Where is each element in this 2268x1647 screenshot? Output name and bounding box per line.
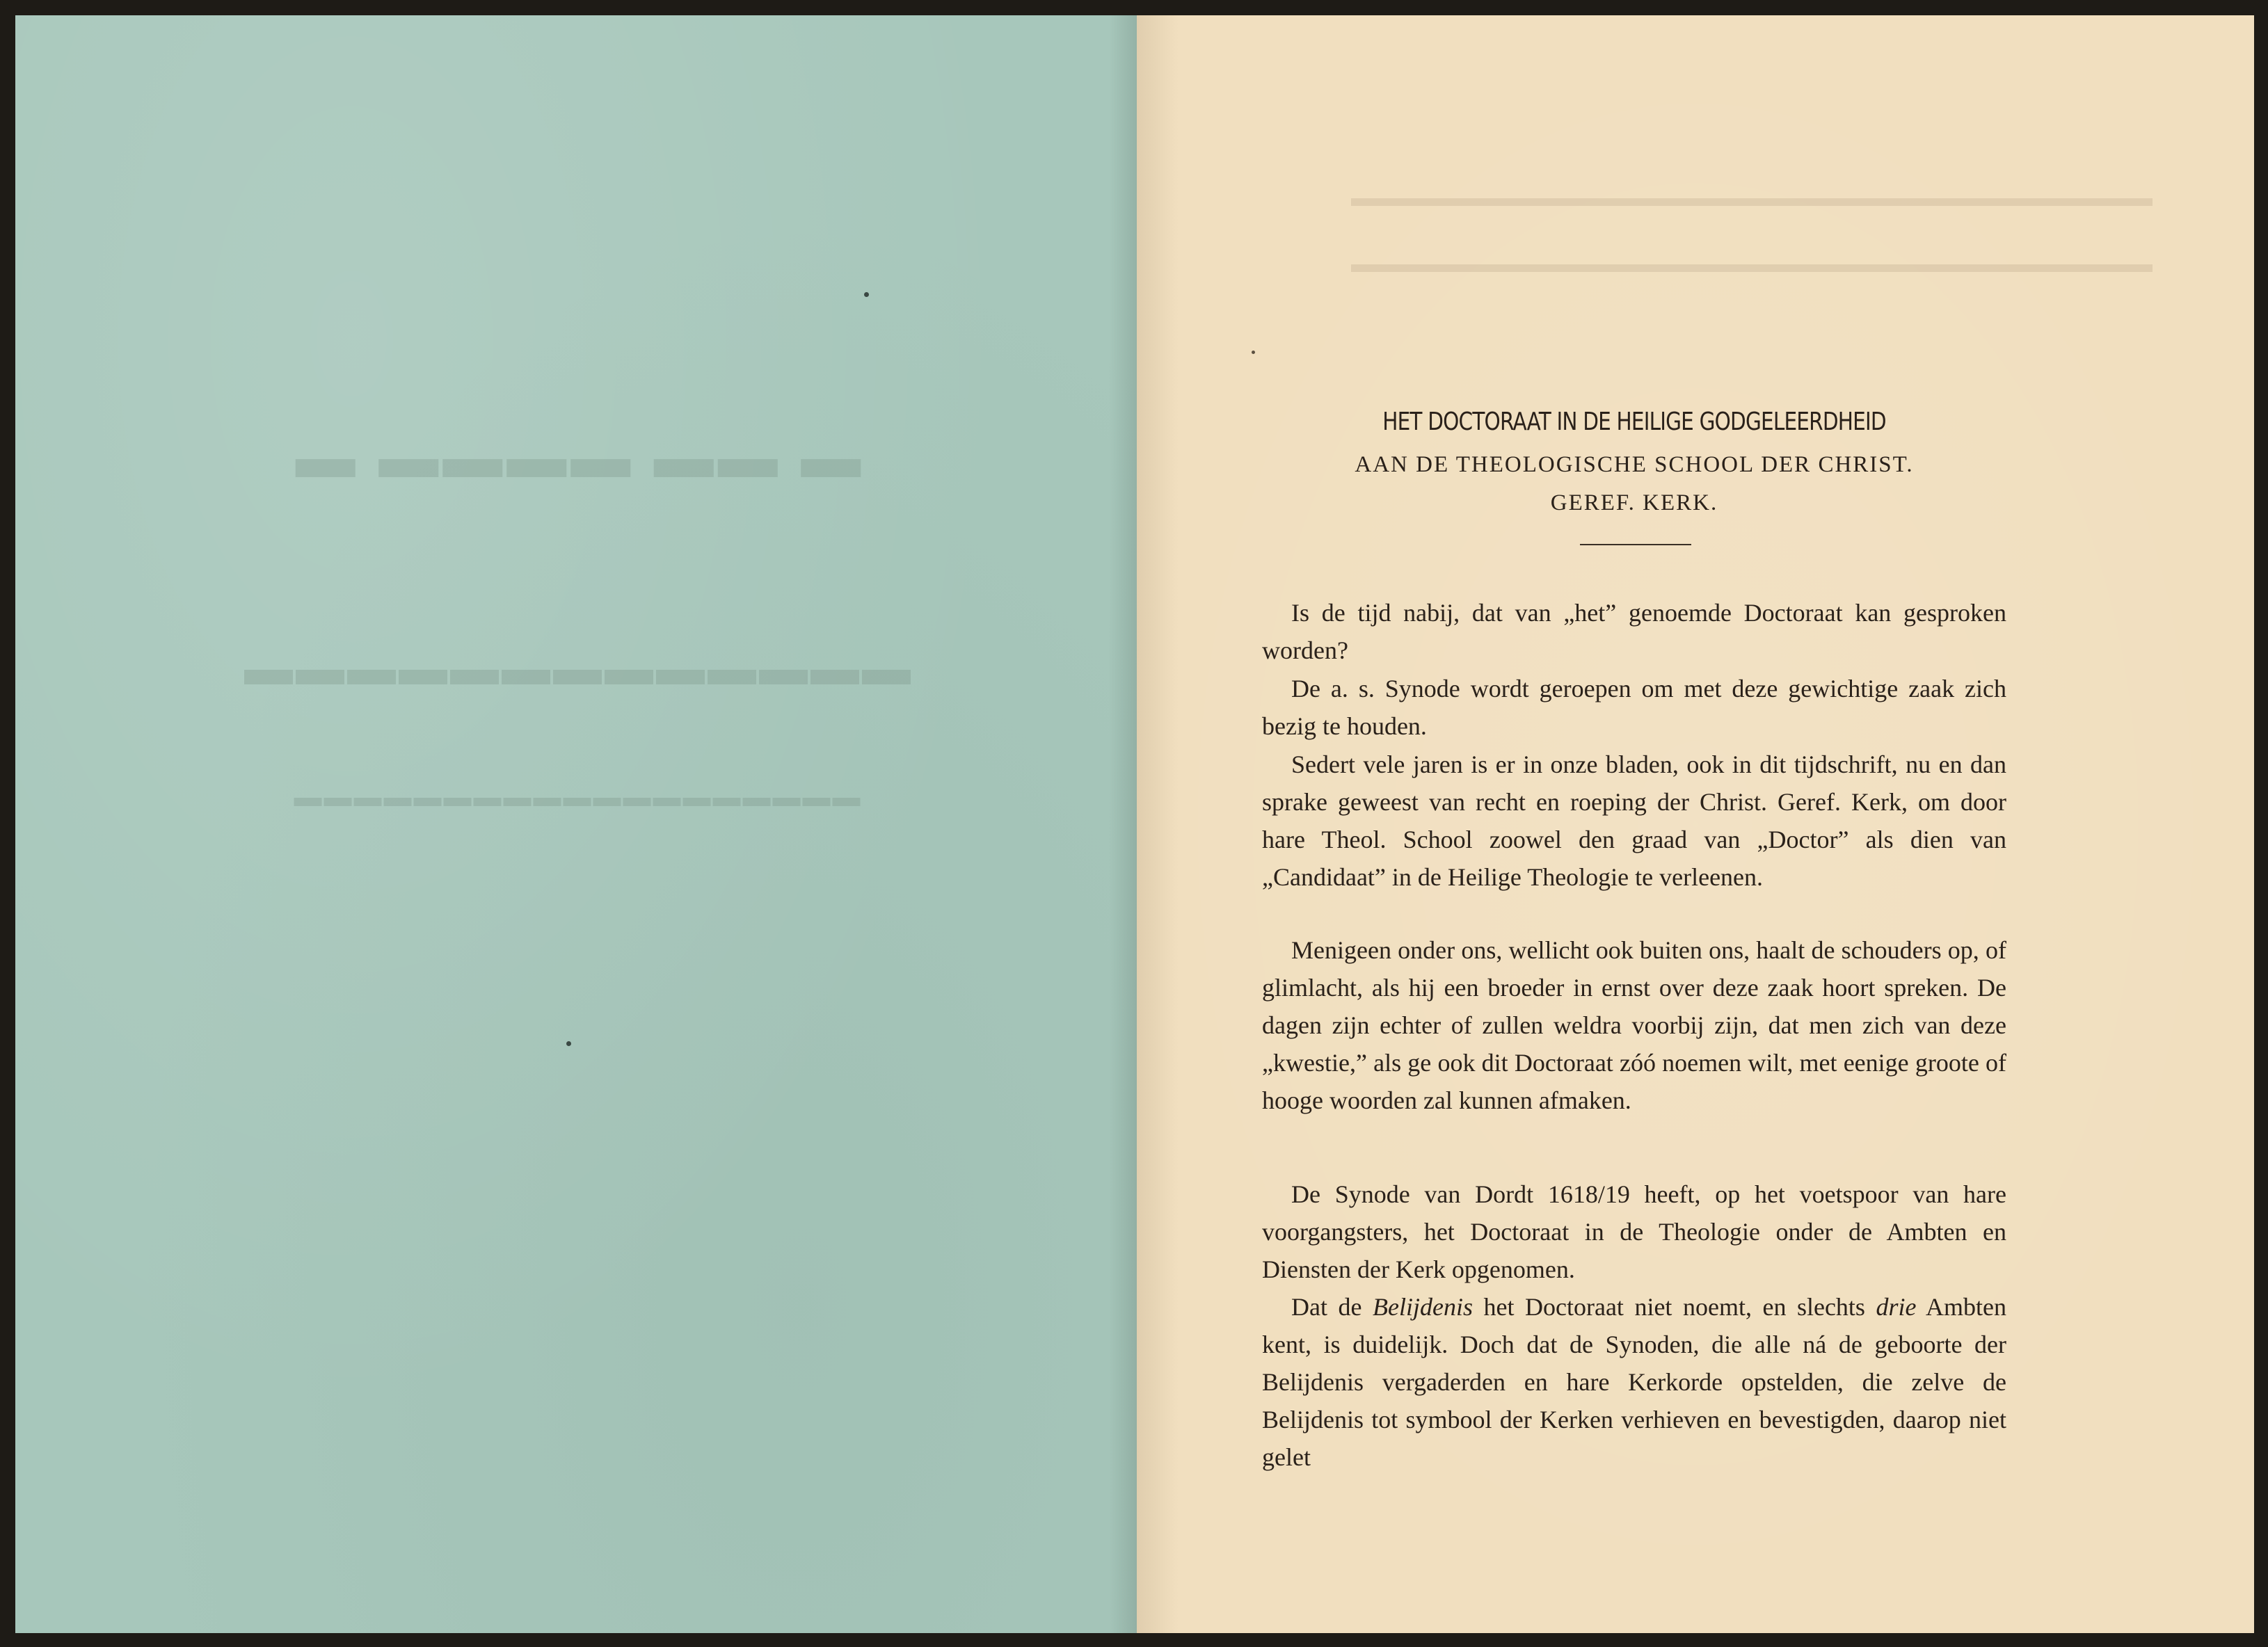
right-page-text xyxy=(1137,15,2254,1633)
bleed-through-ghost-text: ▬▬▬▬▬▬▬▬▬▬▬▬▬▬▬▬▬▬▬ xyxy=(292,781,861,812)
paragraph xyxy=(1262,1288,2006,1476)
article-subheading: AAN DE THEOLOGISCHE SCHOOL DER CHRIST. xyxy=(1355,452,1914,477)
paragraph: De Synode van Dordt 1618/19 heeft, op het voetspoor van hare voorgangsters, het Doctoraat in de Theologie onder de Ambten en Diensten der Kerk opgenomen. xyxy=(1262,1180,2006,1283)
bleed-through-ghost-text: ▬▬▬▬▬▬▬▬▬▬▬▬▬▬▬▬▬▬▬▬▬▬▬▬▬▬▬▬▬▬▬▬ xyxy=(1351,184,2153,211)
article-subheading: GEREF. KERK. xyxy=(1550,490,1718,515)
paragraph-text: Dat de xyxy=(1291,1293,1373,1321)
bleed-through-ghost-text: ▬ ▬▬ ▬▬▬▬ ▬ xyxy=(291,424,861,490)
left-page-cover xyxy=(15,15,1137,1633)
bleed-through-ghost-text: ▬▬▬▬▬▬▬▬▬▬▬▬▬ xyxy=(241,642,911,696)
paper-speck xyxy=(566,1041,571,1046)
paragraph: Menigeen onder ons, wellicht ook buiten ons, haalt de schouders op, of glimlacht, als hij een broeder in ernst over deze zaak hoort spreken. De dagen zijn echter of zullen weldra voorbij zijn, dat men zich van deze „kwestie,” als ge ook dit Doctoraat zóó noemen wilt, met eenige groote of hooge woorden zal kunnen afmaken. xyxy=(1262,936,2006,1114)
paper-speck xyxy=(1252,351,1255,354)
paragraph-italic-text: Belijdenis xyxy=(1373,1293,1473,1321)
paper-speck xyxy=(864,292,869,297)
paragraph: Sedert vele jaren is er in onze bladen, ook in dit tijdschrift, nu en dan sprake geweest van recht en roeping der Christ. Geref. Kerk, om door hare Theol. School zoowel den graad van „Doctor” als dien van „Candidaat” in de Heilige Theologie te verleenen. xyxy=(1262,750,2006,891)
bleed-through-ghost-text: ▬▬▬▬▬▬▬▬▬▬▬▬▬▬▬▬▬▬▬▬▬▬▬▬▬▬▬▬▬▬▬▬ xyxy=(1351,250,2153,278)
paragraph-italic-text: drie xyxy=(1876,1293,1917,1321)
paragraph: Is de tijd nabij, dat van „het” genoemde Doctoraat kan gesproken worden? xyxy=(1262,599,2006,664)
paragraph-text: Ambten kent, is duidelijk. Doch dat de Synoden, die alle ná de geboorte der Belijdenis vergaderden en hare Kerkorde opstelden, die zelve de Belijdenis tot symbool der Kerken verhieven en bevestigden, daarop niet gelet xyxy=(1262,1293,2006,1471)
paragraph: De a. s. Synode wordt geroepen om met deze gewichtige zaak zich bezig te houden. xyxy=(1262,675,2006,740)
page-fold-shadow xyxy=(1109,15,1137,1633)
paragraph-text: het Doctoraat niet noemt, en slechts xyxy=(1472,1293,1876,1321)
divider-rule xyxy=(1580,544,1691,545)
article-heading: HET DOCTORAAT IN DE HEILIGE GODGELEERDHEID xyxy=(1382,408,1886,436)
